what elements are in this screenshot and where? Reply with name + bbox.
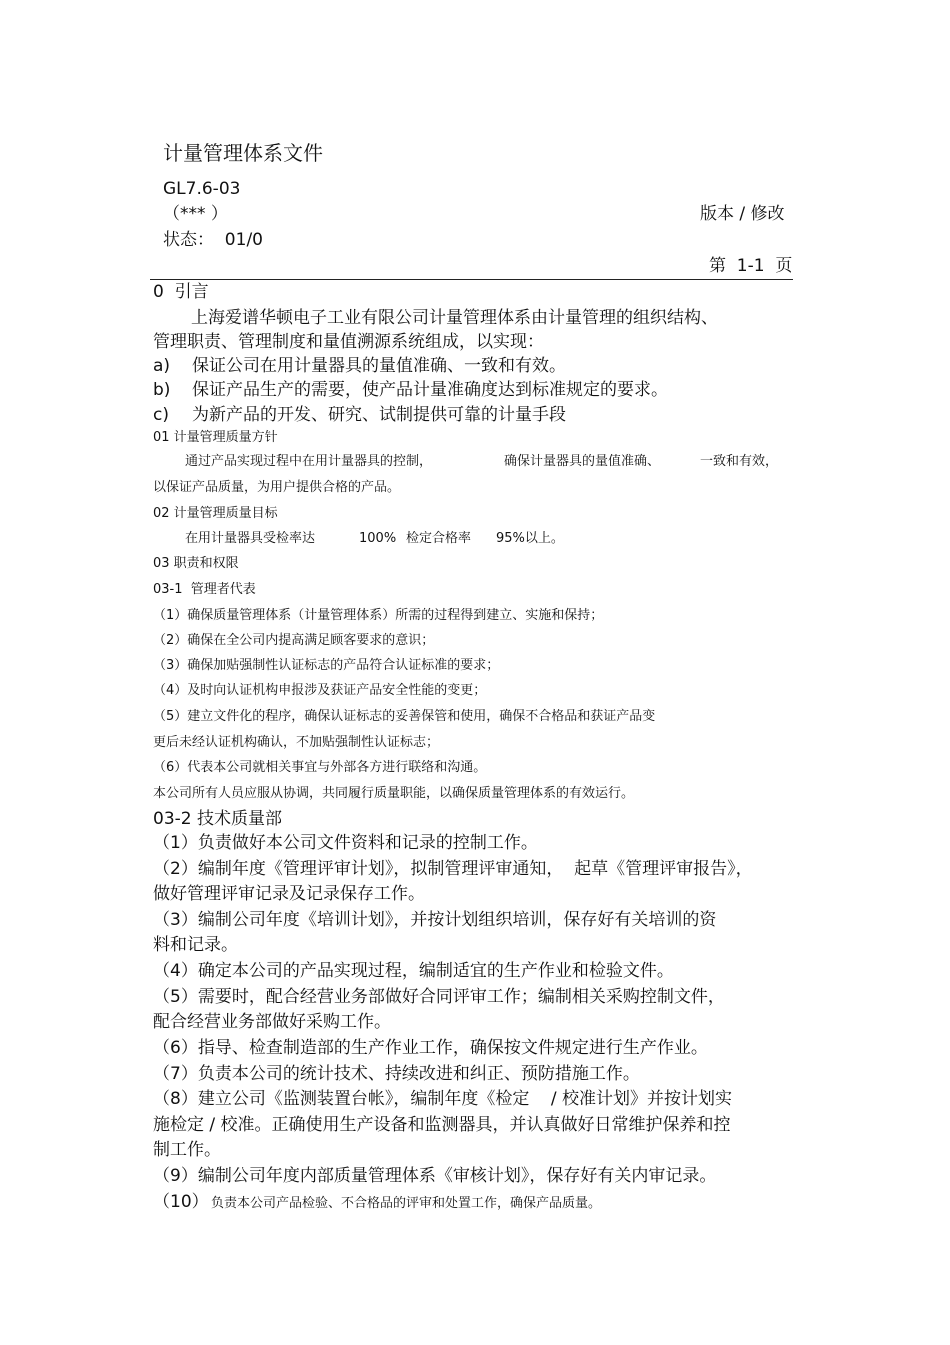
- policy-line-1a: 通过产品实现过程中在用计量器具的控制，: [185, 454, 433, 469]
- duty-item: （6）代表本公司就相关事宜与外部各方进行联络和沟通。: [153, 760, 487, 775]
- section-02-heading: 02 计量管理质量目标: [153, 506, 278, 521]
- duty-item: （4）及时向认证机构申报涉及获证产品安全性能的变更；: [153, 683, 487, 698]
- tech-duty-item: （4）确定本公司的产品实现过程，编制适宜的生产作业和检验文件。: [153, 961, 674, 981]
- target-value-b: 95%以上。: [496, 531, 564, 546]
- tech-duty-item-continuation: 配合经营业务部做好采购工作。: [153, 1012, 391, 1032]
- intro-line-1: 上海爱谱华顿电子工业有限公司计量管理体系由计量管理的组织结构、: [191, 308, 718, 328]
- duty-item: （5）建立文件化的程序，确保认证标志的妥善保管和使用，确保不合格品和获证产品变: [153, 709, 656, 724]
- duty-item: （2）确保在全公司内提高满足顾客要求的意识；: [153, 633, 435, 648]
- tech-duty-item-continuation: 做好管理评审记录及记录保存工作。: [153, 884, 425, 904]
- section-03-heading: 03 职责和权限: [153, 556, 239, 571]
- classification-mark: （*** ）: [163, 204, 228, 224]
- intro-line-2: 管理职责、管理制度和量值溯源系统组成，以实现：: [153, 332, 544, 352]
- policy-line-1b: 确保计量器具的量值准确、: [504, 454, 661, 469]
- goal-b-text: 保证产品生产的需要，使产品计量准确度达到标准规定的要求。: [192, 380, 668, 400]
- section-0-heading: 0 引言: [153, 282, 209, 302]
- target-label-b: 检定合格率: [406, 531, 472, 546]
- header-divider: [150, 279, 793, 280]
- version-label: 版本 / 修改: [700, 204, 785, 224]
- tech-duty-item: （2）编制年度《管理评审计划》，拟制管理评审通知， 起草《管理评审报告》，: [153, 859, 753, 879]
- tech-duty-item-10-number: （10）: [153, 1192, 209, 1212]
- policy-line-2: 以保证产品质量，为用户提供合格的产品。: [153, 480, 401, 495]
- duty-item: （1）确保质量管理体系（计量管理体系）所需的过程得到建立、实施和保持；: [153, 608, 604, 623]
- section-01-heading: 01 计量管理质量方针: [153, 430, 278, 445]
- subsection-03-1-heading: 03-1 管理者代表: [153, 582, 256, 597]
- duty-item: （3）确保加贴强制性认证标志的产品符合认证标准的要求；: [153, 658, 500, 673]
- tech-duty-item: （5）需要时，配合经营业务部做好合同评审工作；编制相关采购控制文件，: [153, 987, 725, 1007]
- goal-b-marker: b): [153, 380, 171, 400]
- target-value-a: 100%: [359, 531, 397, 546]
- tech-duty-item: （6）指导、检查制造部的生产作业工作，确保按文件规定进行生产作业。: [153, 1038, 708, 1058]
- tech-duty-item-continuation: 料和记录。: [153, 935, 238, 955]
- policy-line-1c: 一致和有效，: [700, 454, 779, 469]
- subsection-03-2-heading: 03-2 技术质量部: [153, 809, 282, 829]
- document-code: GL7.6-03: [163, 179, 241, 199]
- tech-duty-item: （3）编制公司年度《培训计划》，并按计划组织培训，保存好有关培训的资: [153, 910, 717, 930]
- goal-c-marker: c): [153, 405, 169, 425]
- status-label: 状态： 01/0: [163, 230, 263, 250]
- goal-a-marker: a): [153, 356, 171, 376]
- page-number: 第 1-1 页: [709, 256, 793, 276]
- tech-duty-item-continuation: 施检定 / 校准。正确使用生产设备和监测器具，并认真做好日常维护保养和控: [153, 1115, 731, 1135]
- goal-c-text: 为新产品的开发、研究、试制提供可靠的计量手段: [192, 405, 566, 425]
- tech-duty-item: （9）编制公司年度内部质量管理体系《审核计划》，保存好有关内审记录。: [153, 1166, 717, 1186]
- target-label-a: 在用计量器具受检率达: [185, 531, 316, 546]
- tech-duty-item: （7）负责本公司的统计技术、持续改进和纠正、预防措施工作。: [153, 1064, 640, 1084]
- coordination-summary: 本公司所有人员应服从协调，共同履行质量职能，以确保质量管理体系的有效运行。: [153, 786, 635, 801]
- tech-duty-item-continuation: 制工作。: [153, 1140, 221, 1160]
- goal-a-text: 保证公司在用计量器具的量值准确、一致和有效。: [192, 356, 566, 376]
- duty-item-continuation: 更后未经认证机构确认，不加贴强制性认证标志；: [153, 735, 440, 750]
- tech-duty-item-10-text: 负责本公司产品检验、不合格品的评审和处置工作，确保产品质量。: [211, 1196, 602, 1211]
- tech-duty-item: （1）负责做好本公司文件资料和记录的控制工作。: [153, 833, 538, 853]
- document-title: 计量管理体系文件: [163, 141, 323, 165]
- tech-duty-item: （8）建立公司《监测装置台帐》，编制年度《检定 / 校准计划》并按计划实: [153, 1089, 733, 1109]
